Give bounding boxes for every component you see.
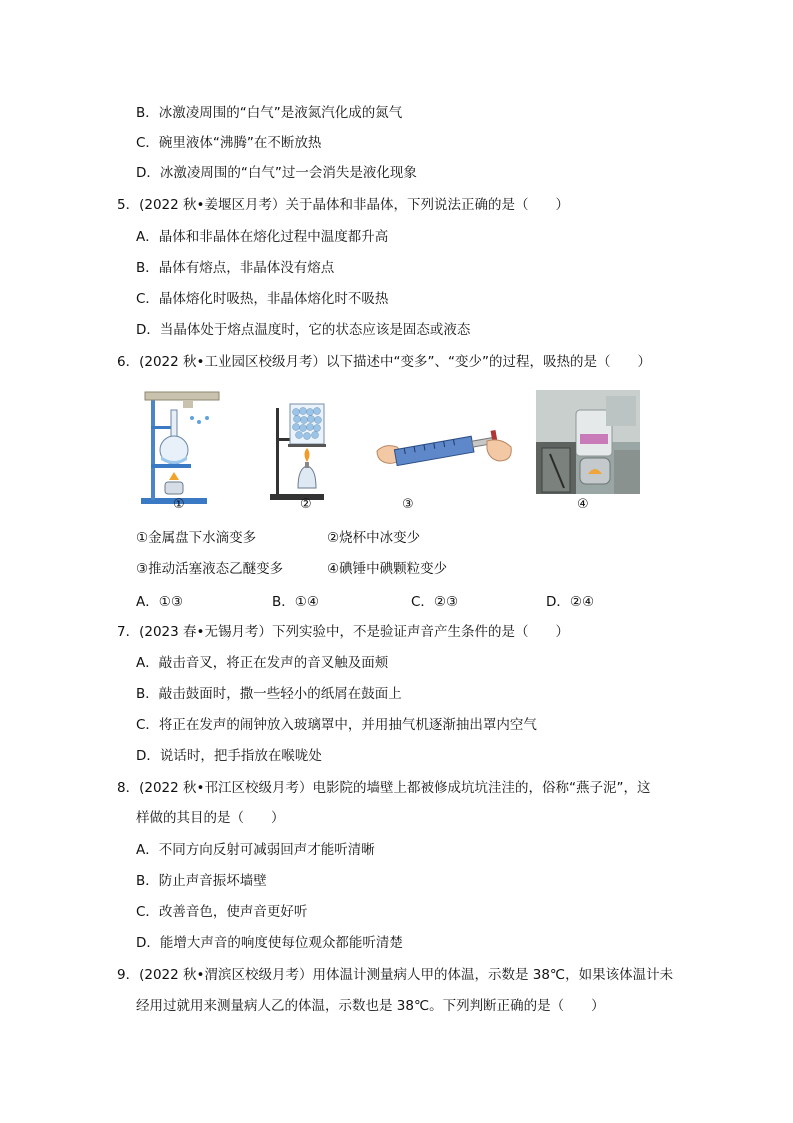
q5-option-b: B．晶体有熔点，非晶体没有熔点 — [136, 260, 335, 276]
q6-choice-a: A．①③ — [136, 594, 183, 610]
figure-1-caption: ① — [173, 497, 185, 512]
figure-4-caption: ④ — [577, 497, 589, 512]
q7-option-b: B．敲击鼓面时，撒一些轻小的纸屑在鼓面上 — [136, 686, 402, 702]
q9-stem-line-1: 9．(2022 秋•渭滨区校级月考）用体温计测量病人甲的体温，示数是 38℃，如果该体温计未 — [117, 967, 674, 983]
figure-1-flask-apparatus — [137, 388, 221, 506]
q8-option-d: D．能增大声音的响度使每位观众都能听清楚 — [136, 935, 403, 951]
q6-desc-2: ②烧杯中冰变少 — [327, 530, 421, 546]
q6-desc-1: ①金属盘下水滴变多 — [136, 530, 257, 546]
figure-3-caption: ③ — [402, 497, 414, 512]
q6-choice-b: B．①④ — [272, 594, 319, 610]
figure-4-iodine-photo — [536, 390, 640, 494]
q4-option-d: D．冰激凌周围的“白气”过一会消失是液化现象 — [136, 165, 417, 181]
q4-option-c: C．碗里液体“沸腾”在不断放热 — [136, 135, 322, 151]
q7-option-a: A．敲击音叉，将正在发声的音叉触及面颊 — [136, 655, 389, 671]
q5-option-c: C．晶体熔化时吸热，非晶体熔化时不吸热 — [136, 291, 389, 307]
q5-option-a: A．晶体和非晶体在熔化过程中温度都升高 — [136, 229, 389, 245]
q9-stem-line-2: 经用过就用来测量病人乙的体温，示数也是 38℃。下列判断正确的是（ ） — [136, 998, 605, 1014]
q8-option-b: B．防止声音振坏墙壁 — [136, 873, 267, 889]
q8-stem-line-2: 样做的其目的是（ ） — [136, 810, 285, 826]
q7-option-d: D．说话时，把手指放在喉咙处 — [136, 748, 322, 764]
q8-option-a: A．不同方向反射可减弱回声才能听清晰 — [136, 842, 375, 858]
q4-option-b: B．冰激凌周围的“白气”是液氮汽化成的氮气 — [136, 105, 403, 121]
q7-stem: 7．(2023 春•无锡月考）下列实验中，不是验证声音产生条件的是（ ） — [117, 624, 569, 640]
figure-2-caption: ② — [300, 497, 312, 512]
q5-option-d: D．当晶体处于熔点温度时，它的状态应该是固态或液态 — [136, 322, 471, 338]
q8-option-c: C．改善音色，使声音更好听 — [136, 904, 308, 920]
q6-stem: 6．(2022 秋•工业园区校级月考）以下描述中“变多”、“变少”的过程，吸热的是（ ） — [117, 354, 651, 370]
q6-desc-3: ③推动活塞液态乙醚变多 — [136, 561, 284, 577]
q8-stem-line-1: 8．(2022 秋•邗江区校级月考）电影院的墙壁上都被修成坑坑洼洼的，俗称“燕子泥”，这 — [117, 780, 651, 796]
q6-desc-4: ④碘锤中碘颗粒变少 — [327, 561, 448, 577]
q7-option-c: C．将正在发声的闹钟放入玻璃罩中，并用抽气机逐渐抽出罩内空气 — [136, 717, 537, 733]
figure-2-beaker-ice — [266, 398, 352, 502]
figure-3-syringe — [375, 417, 515, 483]
q5-stem: 5．(2022 秋•姜堰区月考）关于晶体和非晶体，下列说法正确的是（ ） — [117, 197, 569, 213]
q6-choice-c: C．②③ — [411, 594, 459, 610]
q6-choice-d: D．②④ — [546, 594, 595, 610]
